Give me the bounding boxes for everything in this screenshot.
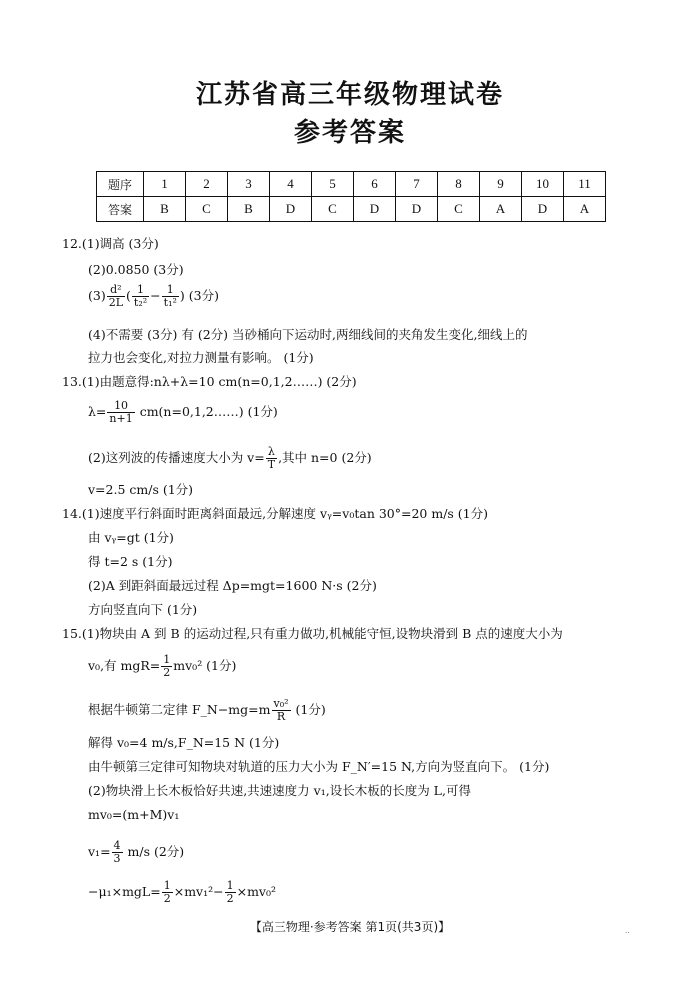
numerator: 1 (163, 653, 171, 666)
numerator: d² (107, 284, 125, 297)
denominator: 2 (163, 892, 171, 905)
table-cell: B (228, 197, 270, 222)
q13-line-4: v=2.5 cm/s (1分) (88, 482, 194, 497)
q15-l2-prefix: v₀,有 mgR= (88, 658, 161, 673)
table-cell: 7 (396, 172, 438, 197)
table-cell: 11 (564, 172, 606, 197)
fraction (266, 446, 277, 471)
table-cell: B (144, 197, 186, 222)
q13-l3-suffix: ,其中 n=0 (2分) (278, 450, 372, 465)
table-cell: C (186, 197, 228, 222)
numerator: λ (266, 446, 277, 459)
fraction (112, 840, 123, 865)
q15-l2-suffix: mv₀² (1分) (173, 658, 237, 673)
table-cell: A (564, 197, 606, 222)
corner-mark: .. (625, 927, 630, 935)
q15-line-6: (2)物块滑上长木板恰好共速,共速速度力 v₁,设长木板的长度为 L,可得 (88, 783, 471, 798)
fraction (107, 400, 134, 425)
fraction (162, 880, 173, 905)
q13-l3-prefix: (2)这列波的传播速度大小为 v= (88, 450, 265, 465)
q15-line-2 (88, 654, 236, 679)
table-cell: A (480, 197, 522, 222)
q15-line-7: mv₀=(m+M)v₁ (88, 807, 180, 822)
table-cell: D (396, 197, 438, 222)
q14-line-2: 由 vᵧ=gt (1分) (88, 530, 174, 545)
q12-line-3 (88, 284, 219, 309)
q14-line-5: 方向竖直向下 (1分) (88, 602, 198, 617)
table-cell: 1 (144, 172, 186, 197)
q13-line-3 (88, 446, 372, 471)
table-cell: 4 (270, 172, 312, 197)
denominator: t₁² (163, 296, 177, 309)
q12-line-1: 12.(1)调高 (3分) (62, 236, 159, 251)
q12-line-4: (4)不需要 (3分) 有 (2分) 当砂桶向下运动时,两细线间的夹角发生变化,细线上的 (88, 327, 528, 342)
table-cell: D (270, 197, 312, 222)
answer-table (96, 171, 606, 222)
q15-l8-suffix: m/s (2分) (123, 844, 185, 859)
document-subtitle: 参考答案 (293, 118, 406, 148)
q15-line-1: 15.(1)物块由 A 到 B 的运动过程,只有重力做功,机械能守恒,设物块滑到 B 点的速度大小为 (62, 626, 563, 641)
q14-line-4: (2)A 到距斜面最远过程 Δp=mgt=1600 N·s (2分) (88, 578, 377, 593)
denominator: R (276, 710, 286, 723)
table-cell: 8 (438, 172, 480, 197)
page-footer: 【高三物理·参考答案 第1页(共3页)】 (249, 920, 451, 934)
denominator: 2 (163, 666, 171, 679)
numerator: v₀² (273, 697, 289, 710)
q15-l3-prefix: 根据牛顿第二定律 F_N−mg=m (88, 702, 271, 717)
q12-l3-suffix: ) (3分) (179, 288, 219, 303)
numerator: 1 (162, 284, 179, 297)
q13-l2-suffix: cm(n=0,1,2……) (1分) (135, 404, 278, 419)
fraction (162, 284, 179, 309)
table-header-number: 题序 (97, 172, 144, 197)
numerator: 10 (107, 400, 134, 413)
table-cell: C (438, 197, 480, 222)
fraction (107, 284, 125, 309)
fraction (225, 880, 236, 905)
fraction (132, 284, 149, 309)
table-cell: D (354, 197, 396, 222)
fraction (161, 654, 172, 679)
table-row-numbers (97, 172, 606, 197)
fraction (272, 698, 291, 723)
table-cell: 10 (522, 172, 564, 197)
denominator: 3 (113, 852, 121, 865)
q12-l3-open: ( (126, 288, 131, 303)
q13-line-2 (88, 400, 278, 425)
q15-l3-suffix: (1分) (291, 702, 326, 717)
denominator: t₂² (133, 296, 148, 309)
table-cell: 5 (312, 172, 354, 197)
q15-l9-prefix: −μ₁×mgL= (88, 884, 161, 899)
denominator: 2 (226, 892, 234, 905)
denominator: 2L (108, 296, 124, 309)
numerator: 1 (226, 879, 234, 892)
q14-line-1: 14.(1)速度平行斜面时距离斜面最远,分解速度 vᵧ=v₀tan 30°=20 m/s (1分) (62, 506, 489, 521)
q15-l9-suffix: ×mv₀² (236, 884, 277, 899)
q15-line-3 (88, 698, 326, 723)
table-header-answer: 答案 (97, 197, 144, 222)
table-cell: 3 (228, 172, 270, 197)
q15-line-5: 由牛顿第三定律可知物块对轨道的压力大小为 F_N′=15 N,方向为竖直向下。 (1分) (88, 759, 550, 774)
q15-l9-mid: ×mv₁²− (173, 884, 224, 899)
q15-line-9 (88, 880, 276, 905)
numerator: 4 (113, 839, 121, 852)
numerator: 1 (163, 879, 171, 892)
numerator: 1 (132, 284, 149, 297)
q15-line-8 (88, 840, 184, 865)
q15-l8-prefix: v₁= (88, 844, 111, 859)
denominator: n+1 (109, 412, 133, 425)
table-cell: C (312, 197, 354, 222)
table-cell: 9 (480, 172, 522, 197)
table-row-answers (97, 197, 606, 222)
q12-line-2: (2)0.0850 (3分) (88, 262, 184, 277)
document-title: 江苏省高三年级物理试卷 (195, 80, 504, 110)
denominator: T (267, 458, 276, 471)
table-cell: 6 (354, 172, 396, 197)
q13-l2-prefix: λ= (88, 404, 107, 419)
q15-line-4: 解得 v₀=4 m/s,F_N=15 N (1分) (88, 735, 280, 750)
q12-l3-prefix: (3) (88, 288, 106, 303)
table-cell: 2 (186, 172, 228, 197)
q13-line-1: 13.(1)由题意得:nλ+λ=10 cm(n=0,1,2……) (2分) (62, 374, 357, 389)
q14-line-3: 得 t=2 s (1分) (88, 554, 173, 569)
q12-l3-minus: − (150, 288, 161, 303)
table-cell: D (522, 197, 564, 222)
q12-line-5: 拉力也会变化,对拉力测量有影响。 (1分) (88, 350, 314, 365)
